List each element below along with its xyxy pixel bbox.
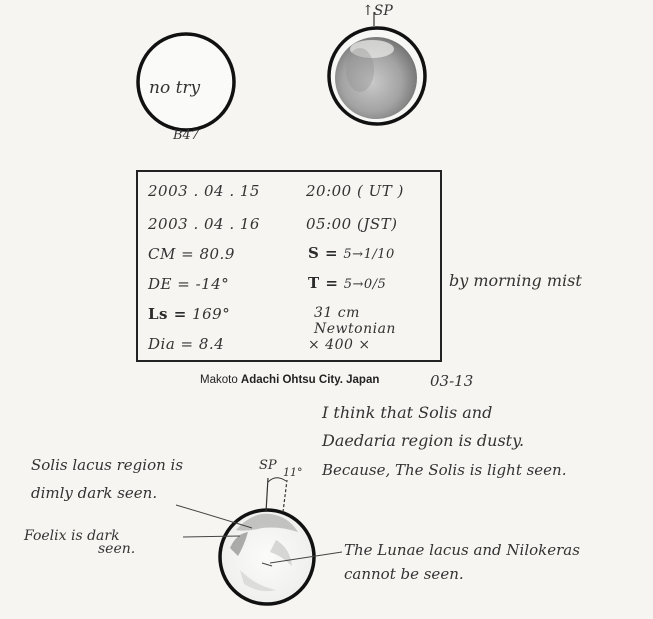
credit-name: Makoto <box>200 374 238 386</box>
de-label: DE = <box>148 275 191 293</box>
mars-disk-sketch <box>329 28 425 124</box>
cm-row <box>148 245 235 263</box>
magnification: × 400 × <box>308 337 371 353</box>
lunae-note-line-1: The Lunae lacus and Nilokeras <box>344 541 580 559</box>
comment-line-2: Daedaria region is dusty. <box>322 431 525 450</box>
left-disk-label: B47 <box>173 128 200 143</box>
no-try-note: no try <box>149 78 201 98</box>
lunae-note-line-2: cannot be seen. <box>344 565 464 583</box>
observer-credit <box>200 374 379 386</box>
time-ut: 20:00 ( UT ) <box>306 182 404 200</box>
foelix-note-line-2: seen. <box>98 541 136 557</box>
solis-note-line-2: dimly dark seen. <box>31 484 158 502</box>
de-row <box>148 275 229 293</box>
credit-place: Ohtsu City. Japan <box>282 374 380 386</box>
time-jst: 05:00 (JST) <box>306 215 398 233</box>
t-label: T = <box>308 274 339 292</box>
date-ut: 2003 . 04 . 15 <box>148 182 260 200</box>
transparency-note: by morning mist <box>449 271 582 290</box>
lower-mars-disk <box>220 510 314 604</box>
sp-direction-line <box>266 478 268 512</box>
dia-value: 8.4 <box>198 335 225 353</box>
credit-code: 03-13 <box>430 372 474 390</box>
dia-row <box>148 335 224 353</box>
s-row <box>308 244 395 262</box>
t-value: 5→0/5 <box>343 277 387 292</box>
sp-angle-label: 11° <box>283 466 303 479</box>
s-label: S = <box>308 244 339 262</box>
foelix-note-line-1: Foelix is dark <box>24 528 120 544</box>
ls-label: Ls = <box>148 305 187 323</box>
sp-lower-label: SP <box>259 458 277 473</box>
ls-value: 169° <box>192 305 231 323</box>
t-row <box>308 274 386 292</box>
comment-line-3: Because, The Solis is light seen. <box>322 461 567 479</box>
sp-tilt-line <box>283 480 287 512</box>
de-value: -14° <box>195 275 230 293</box>
observation-data-box <box>136 170 442 362</box>
ls-row <box>148 305 230 323</box>
s-value: 5→1/10 <box>343 247 395 262</box>
credit-surname: Adachi <box>240 374 280 386</box>
dia-label: Dia = <box>148 335 194 353</box>
comment-line-1: I think that Solis and <box>322 403 493 422</box>
telescope: 31 cm Newtonian <box>314 305 396 337</box>
solis-note-line-1: Solis lacus region is <box>31 456 184 474</box>
cm-value: 80.9 <box>199 245 235 263</box>
date-jst: 2003 . 04 . 16 <box>148 215 260 233</box>
sp-top-label: ↑SP <box>362 3 393 19</box>
cm-label: CM = <box>148 245 195 263</box>
